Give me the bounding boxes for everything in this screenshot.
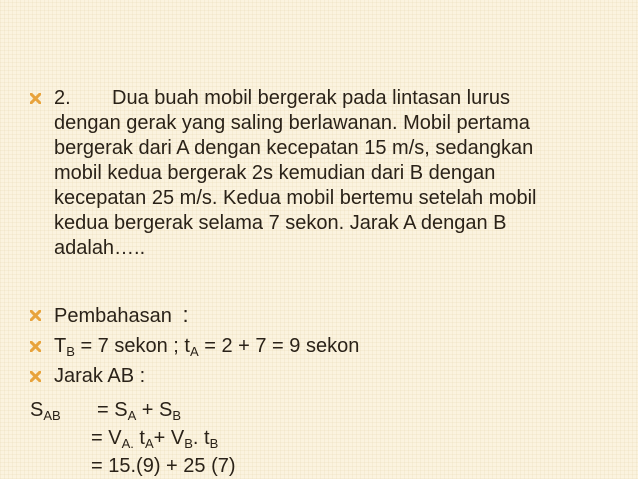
times-line: $T_B = 7$ sekon ; $t_A = 2 + 7 = 9$ sekon bbox=[54, 335, 360, 359]
equation-line: $S_{AB}$ bbox=[30, 399, 61, 423]
question-line: adalah….. bbox=[54, 237, 146, 259]
question-line: kedua bergerak selama 7 sekon. Jarak A dengan B bbox=[54, 212, 507, 234]
distance-label: Jarak AB : bbox=[54, 365, 146, 387]
question-line: dengan gerak yang saling berlawanan. Mobil pertama bbox=[54, 112, 530, 134]
equation-line: = 15.(9) + 25 (7) bbox=[91, 455, 236, 477]
question-number: 2. bbox=[54, 87, 71, 109]
x-bullet-icon bbox=[30, 86, 42, 110]
question-line: kecepatan 25 m/s. Kedua mobil bertemu setelah mobil bbox=[54, 187, 537, 209]
question-line: Dua buah mobil bergerak pada lintasan lurus bbox=[112, 87, 511, 109]
x-bullet-icon bbox=[30, 334, 42, 358]
x-bullet-icon bbox=[30, 303, 42, 327]
question-line: bergerak dari A dengan kecepatan 15 m/s, sedangkan bbox=[54, 137, 534, 159]
x-bullet-icon bbox=[30, 364, 42, 388]
equation-line: = $V_{A.}$ $t_A+ V_B$. $t_B$ bbox=[91, 427, 219, 451]
question-line: mobil kedua bergerak 2s kemudian dari B dengan bbox=[54, 162, 496, 184]
discussion-heading-colon: : bbox=[182, 302, 189, 327]
discussion-heading-text: Pembahasan bbox=[54, 305, 172, 327]
discussion-heading bbox=[54, 303, 189, 328]
equation-line: = $S_A + S_B$ bbox=[97, 399, 182, 423]
